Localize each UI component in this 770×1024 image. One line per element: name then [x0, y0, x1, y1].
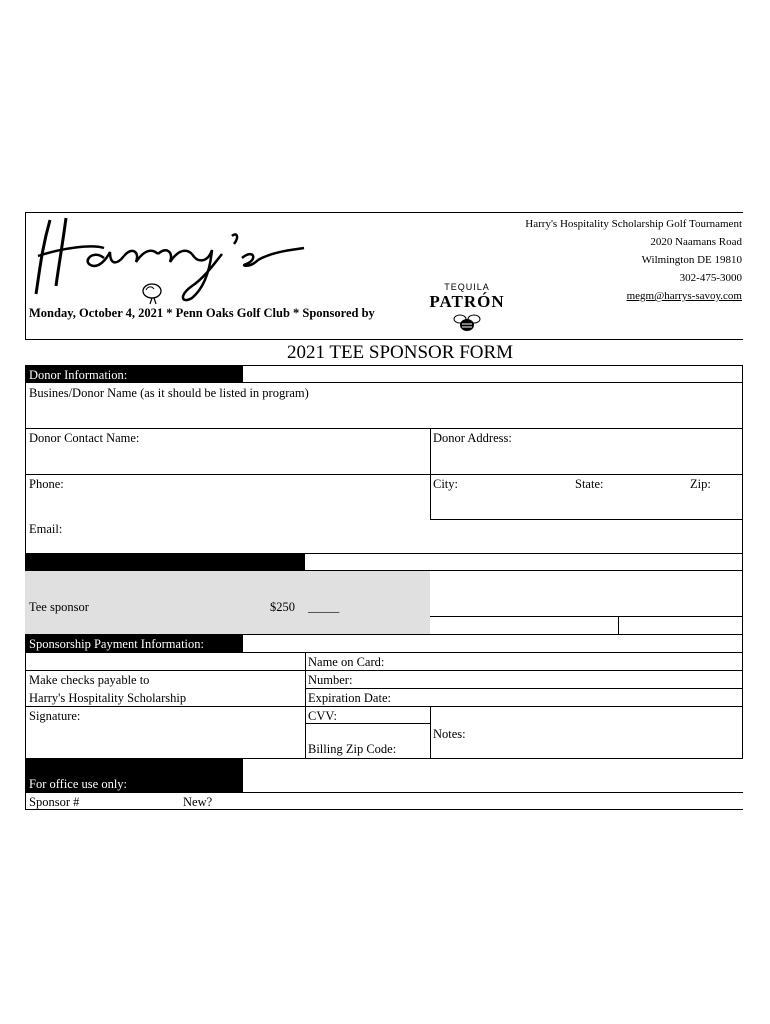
- zip-label: Zip:: [690, 477, 711, 491]
- sponsorship-right-border: [742, 553, 743, 635]
- contact-name-input[interactable]: [29, 450, 428, 468]
- harrys-logo-svg: [32, 208, 312, 308]
- office-section-label: For office use only:: [29, 777, 128, 791]
- header-bottom-border: [25, 339, 743, 340]
- donor-address-input[interactable]: [433, 450, 742, 468]
- checks-payable-line-1: Make checks payable to: [29, 673, 150, 687]
- header-left-border: [25, 212, 26, 340]
- billing-zip-label: Billing Zip Code:: [308, 742, 397, 756]
- cvv-label: CVV:: [308, 709, 337, 723]
- sponsorship-total-input[interactable]: [622, 617, 742, 633]
- donor-address-label: Donor Address:: [433, 431, 512, 445]
- name-on-card-input[interactable]: [395, 654, 739, 670]
- donor-top-line: [243, 365, 743, 366]
- checks-payable-line-2: Harry's Hospitality Scholarship: [29, 691, 187, 705]
- payment-line-5: [305, 723, 430, 724]
- payment-line-4: [25, 706, 743, 707]
- donor-line-4: [430, 519, 743, 520]
- patron-brand-text: PATRÓN: [429, 292, 505, 311]
- zip-input[interactable]: [690, 496, 742, 514]
- notes-input[interactable]: [475, 726, 741, 752]
- payment-line-2: [25, 670, 743, 671]
- signature-label: Signature:: [29, 709, 81, 723]
- bee-icon: [452, 312, 482, 334]
- new-label: New?: [183, 795, 213, 809]
- office-line-1: [25, 792, 743, 793]
- tee-sponsor-label: Tee sponsor: [29, 600, 89, 614]
- address-phone: 302-475-3000: [679, 272, 742, 284]
- payment-mid-divider: [305, 652, 306, 758]
- state-input[interactable]: [575, 496, 684, 514]
- event-line: Monday, October 4, 2021 * Penn Oaks Golf Club * Sponsored by: [29, 306, 375, 320]
- business-name-input[interactable]: [29, 404, 733, 424]
- tee-sponsor-price: $250: [270, 600, 295, 614]
- donor-line-2: [25, 428, 743, 429]
- cvv-input[interactable]: [345, 708, 429, 722]
- number-label: Number:: [308, 673, 353, 687]
- sponsorship-total-divider: [618, 616, 619, 634]
- patron-logo: [422, 282, 512, 342]
- payment-section-label: Sponsorship Payment Information:: [29, 637, 204, 651]
- signature-input[interactable]: [29, 728, 303, 750]
- patron-tequila-text: TEQUILA: [444, 282, 490, 292]
- donor-line-1: [25, 382, 743, 383]
- name-on-card-label: Name on Card:: [308, 655, 385, 669]
- donor-left-border: [25, 365, 26, 553]
- payment-line-3: [305, 688, 743, 689]
- expiration-date-input[interactable]: [405, 690, 739, 706]
- expiration-date-label: Expiration Date:: [308, 691, 391, 705]
- city-label: City:: [433, 477, 459, 491]
- address-line-1: Harry's Hospitality Scholarship Golf Tournament: [525, 218, 742, 230]
- sponsorship-section-bar: [25, 553, 305, 571]
- address-line-3: Wilmington DE 19810: [641, 254, 742, 266]
- donor-section-label: Donor Information:: [29, 368, 128, 382]
- email-input[interactable]: [80, 521, 739, 539]
- business-name-label: Busines/Donor Name (as it should be listed in program): [29, 386, 309, 400]
- payment-line-1: [25, 652, 743, 653]
- phone-input[interactable]: [29, 496, 428, 514]
- form-title: 2021 TEE SPONSOR FORM: [286, 342, 514, 363]
- notes-divider: [430, 706, 431, 758]
- office-bottom-line: [25, 809, 743, 810]
- state-label: State:: [575, 477, 604, 491]
- card-number-input[interactable]: [360, 672, 739, 688]
- email-label: Email:: [29, 522, 63, 536]
- notes-label: Notes:: [433, 727, 466, 741]
- sponsor-number-label: Sponsor #: [29, 795, 80, 809]
- address-line-2: 2020 Naamans Road: [650, 236, 742, 248]
- golf-tee-icon: [138, 282, 168, 306]
- payment-left-border: [25, 652, 26, 758]
- donor-right-border: [742, 365, 743, 553]
- harrys-logo: [32, 208, 312, 308]
- city-input[interactable]: [433, 496, 572, 514]
- tee-sponsor-quantity-blank[interactable]: _____: [308, 600, 340, 614]
- address-email-link[interactable]: megm@harrys-savoy.com: [626, 290, 742, 302]
- contact-name-label: Donor Contact Name:: [29, 431, 140, 445]
- phone-label: Phone:: [29, 477, 64, 491]
- office-left-border: [25, 792, 26, 809]
- donor-line-3: [25, 474, 743, 475]
